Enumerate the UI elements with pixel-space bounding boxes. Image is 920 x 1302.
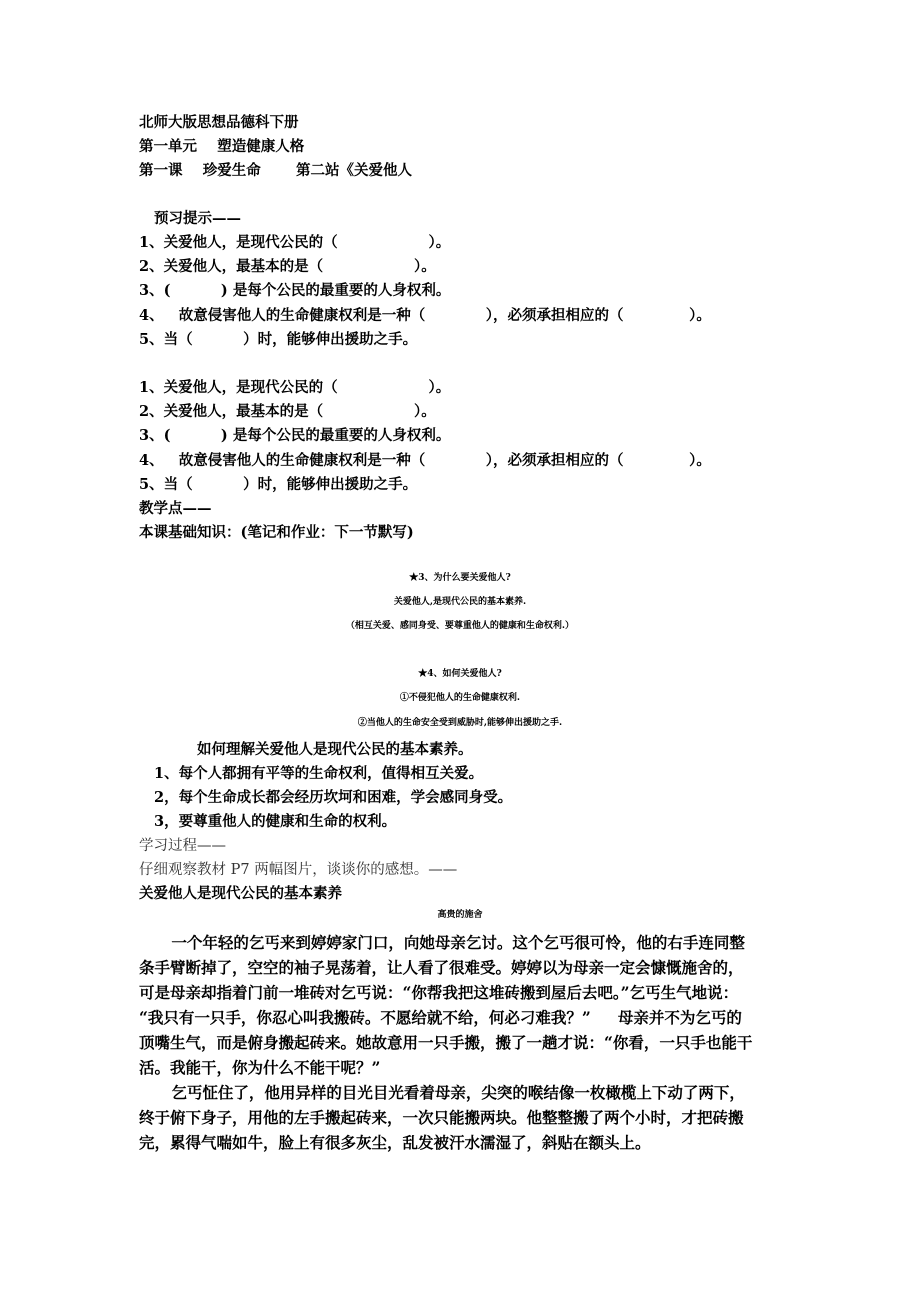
- q4-question: ★4、如何关爱他人?: [418, 669, 502, 679]
- teaching-title: 教学点——: [139, 500, 212, 517]
- teaching-basic: 本课基础知识：(笔记和作业：下一节默写): [139, 524, 414, 541]
- process-task: 仔细观察教材 P7 两幅图片，谈谈你的感想。——: [139, 862, 458, 878]
- story-title: 高贵的施舍: [437, 910, 483, 920]
- understand-item-3: 3，要尊重他人的健康和生命的权利。: [154, 813, 397, 830]
- story-line-7: 乞丐怔住了，他用异样的目光目光看着母亲，尖突的喉结像一枚橄榄上下动了两下，: [139, 1083, 745, 1102]
- q3-note: （相互关爱、感同身受、要尊重他人的健康和生命权利.）: [345, 621, 575, 631]
- story-line-8: 终于俯下身子，用他的左手搬起砖来，一次只能搬两块。他整整搬了两个小时，才把砖搬: [139, 1108, 744, 1127]
- story-line-1: 一个年轻的乞丐来到婷婷家门口，向她母亲乞讨。这个乞丐很可怜，他的右手连同整: [139, 933, 745, 952]
- preview-item-3: 3、( ) 是每个公民的最重要的人身权利。: [139, 282, 451, 299]
- preview-item-1: 1、关爱他人，是现代公民的（ ）。: [139, 234, 451, 251]
- book-title: 北师大版思想品德科下册: [139, 114, 299, 131]
- process-theme: 关爱他人是现代公民的基本素养: [139, 885, 342, 902]
- repeat-item-2: 2、关爱他人，最基本的是（ ）。: [139, 403, 436, 420]
- repeat-item-4: 4、 故意侵害他人的生命健康权利是一种（ ），必须承担相应的（ ）。: [139, 452, 711, 469]
- story-line-5: 顶嘴生气，而是俯身搬起砖来。她故意用一只手搬，搬了一趟才说：“你看，一只手也能干: [139, 1033, 753, 1052]
- lesson-title: 第一课 珍爱生命 第二站《关爱他人: [139, 162, 413, 179]
- story-line-4: “我只有一只手，你忍心叫我搬砖。不愿给就不给，何必刁难我？” 母亲并不为乞丐的: [139, 1008, 742, 1027]
- preview-item-4: 4、 故意侵害他人的生命健康权利是一种（ ），必须承担相应的（ ）。: [139, 307, 711, 324]
- q3-answer: 关爱他人,是现代公民的基本素养.: [393, 597, 527, 607]
- preview-item-2: 2、关爱他人，最基本的是（ ）。: [139, 258, 436, 275]
- preview-title: 预习提示——: [154, 210, 241, 227]
- process-title: 学习过程——: [139, 838, 226, 854]
- q3-question: ★3、为什么要关爱他人?: [409, 573, 511, 583]
- understand-item-2: 2，每个生命成长都会经历坎坷和困难，学会感同身受。: [154, 789, 513, 806]
- q4-answer-2: ②当他人的生命安全受到威胁时,能够伸出援助之手.: [357, 718, 563, 728]
- story-line-2: 条手臂断掉了，空空的袖子晃荡着，让人看了很难受。婷婷以为母亲一定会慷慨施舍的，: [139, 958, 744, 977]
- understand-item-1: 1、每个人都拥有平等的生命权利，值得相互关爱。: [154, 765, 484, 782]
- story-line-3: 可是母亲却指着门前一堆砖对乞丐说：“你帮我把这堆砖搬到屋后去吧。”乞丐生气地说：: [139, 983, 739, 1002]
- preview-item-5: 5、当（ ）时，能够伸出援助之手。: [139, 331, 418, 348]
- unit-title: 第一单元 塑造健康人格: [139, 138, 305, 155]
- story-line-6: 活。我能干，你为什么不能干呢？”: [139, 1058, 381, 1077]
- understand-title: 如何理解关爱他人是现代公民的基本素养。: [197, 741, 473, 758]
- repeat-item-1: 1、关爱他人，是现代公民的（ ）。: [139, 379, 451, 396]
- q4-answer-1: ①不侵犯他人的生命健康权利.: [399, 693, 521, 703]
- story-line-9: 完，累得气喘如牛，脸上有很多灰尘，乱发被汗水濡湿了，斜贴在额头上。: [139, 1133, 651, 1152]
- repeat-item-5: 5、当（ ）时，能够伸出援助之手。: [139, 476, 418, 493]
- repeat-item-3: 3、( ) 是每个公民的最重要的人身权利。: [139, 427, 451, 444]
